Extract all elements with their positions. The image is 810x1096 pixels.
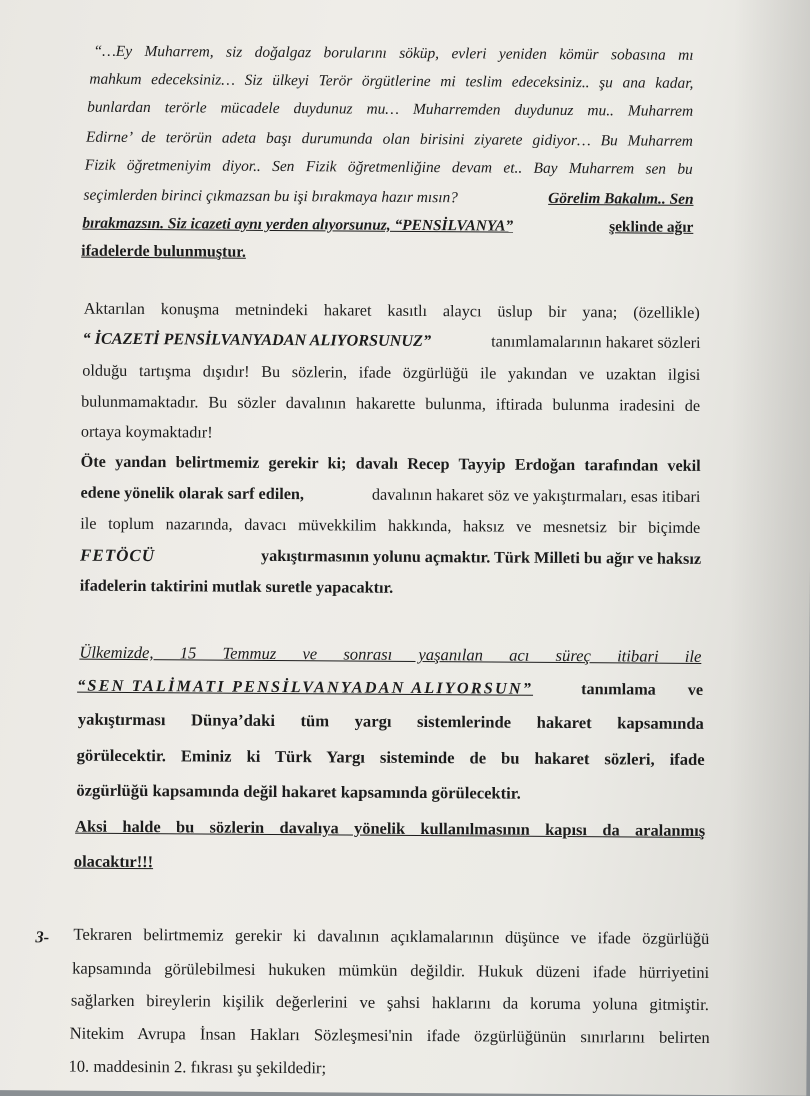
body-emphasis: “SEN TALİMATI PENSİLVANYADAN ALIYORSUN” xyxy=(77,676,534,698)
quote-line: “…Ey Muharrem, siz doğalgaz borularını söküp, evleri yeniden kömür sobasına mı xyxy=(93,42,694,64)
body-line-underlined: Ülkemizde, 15 Temmuz ve sonrası yaşanılan acı süreç itibari ile xyxy=(79,642,702,666)
body-line: Tekraren belirtmemiz gerekir ki davalının açıklamalarının düşünce ve ifade özgürlüğü xyxy=(73,924,710,949)
quote-emphasis: şeklinde ağır xyxy=(609,218,694,236)
quote-line xyxy=(84,187,694,209)
quote-emphasis: Görelim Bakalım.. Sen xyxy=(548,189,694,208)
body-line-bold: özgürlüğü kapsamında değil hakaret kapsamında görülecektir. xyxy=(76,780,521,803)
body-emphasis: tanımlama ve xyxy=(581,680,704,699)
body-line-bold: ifadelerin taktirini mutlak suretle yapacaktır. xyxy=(79,576,394,597)
quote-line: mahkum edeceksiniz… Siz ülkeyi Terör örgütlerine mi teslim edeceksiniz.. şu ana kadar, xyxy=(89,70,694,92)
quote-line: Fizik öğretmeniyim diyor.. Sen Fizik öğretmenliğine devam et.. Bay Muharrem sen bu xyxy=(84,156,693,178)
quote-emphasis: bırakmazsın. Siz icazeti aynı yerden alıyorsunuz, “PENSİLVANYA” xyxy=(82,214,514,235)
body-emphasis: yakıştırmasının yolunu açmaktır. Türk Milleti bu ağır ve haksız xyxy=(261,546,702,568)
body-line: ortaya koymaktadır! xyxy=(80,422,213,442)
body-line-bold-underlined: olacaktır!!! xyxy=(73,851,154,872)
quote-line: bunlardan terörle mücadele duydunuz mu… Muharremden duydunuz mu.. Muharrem xyxy=(87,98,694,120)
body-line: olduğu tartışma dışıdır! Bu sözlerin, ifade özgürlüğü ile yakından ve uzaktan ilgisi xyxy=(82,361,701,384)
body-line: Nitekim Avrupa İnsan Hakları Sözleşmesi'nin ifade özgürlüğünün sınırlarını belirten xyxy=(69,1023,710,1048)
body-line xyxy=(80,484,700,507)
body-line-bold: Öte yandan belirtmemiz gerekir ki; davalı Recep Tayyip Erdoğan tarafından vekil xyxy=(80,452,701,475)
body-line: 10. maddesinin 2. fıkrası şu şekildedir; xyxy=(68,1056,327,1078)
body-emphasis: FETÖCÜ xyxy=(79,545,156,566)
body-line-bold-underlined: Aksi halde bu sözlerin davalıya yönelik kullanılmasının kapısı da aralanmış xyxy=(75,816,706,840)
body-line-bold: yakıştırması Dünya’daki tüm yargı sistemlerinde hakaret kapsamında xyxy=(77,709,704,733)
body-line xyxy=(80,546,701,570)
quote-line: Edirne’ de terörün adeta başı durumunda olan birisini ziyarete gidiyor… Bu Muharrem xyxy=(85,128,694,150)
body-text: davalının hakaret söz ve yakıştırmaları, esas itibari xyxy=(371,485,701,506)
body-line: kapsamında görülebilmesi hukuken mümkün değildir. Hukuk düzeni ifade hürriyetini xyxy=(72,958,710,983)
body-text: tanımlamalarının hakaret sözleri xyxy=(491,332,701,352)
quote-line: ifadelerde bulunmuştur. xyxy=(81,242,247,261)
body-line: Aktarılan konuşma metnindeki hakaret kasıtlı alaycı üslup bir yana; (özellikle) xyxy=(83,299,700,322)
page-shadow xyxy=(726,0,810,1096)
body-emphasis: “ İCAZETİ PENSİLVANYADAN ALIYORSUNUZ” xyxy=(82,329,432,351)
quote-line xyxy=(82,215,693,237)
item-number: 3- xyxy=(35,927,50,947)
body-line-bold: görülecektir. Eminiz ki Türk Yargı sisteminde de bu hakaret sözleri, ifade xyxy=(76,745,705,769)
body-line: sağlarken bireylerin kişilik değerlerini ve şahsi haklarını da koruma yoluna gitmiştir. xyxy=(70,990,710,1015)
body-line: bulunmamaktadır. Bu sözler davalının hakarette bulunma, iftirada bulunma iradesini de xyxy=(81,392,701,415)
body-line xyxy=(77,677,703,700)
body-line: ile toplum nazarında, davacı müvekkilim hakkında, haksız ve mesnetsiz bir biçimde xyxy=(80,514,701,537)
body-emphasis: edene yönelik olarak sarf edilen, xyxy=(80,483,305,504)
quote-text: seçimlerden birinci çıkmazsan bu işi bırakmaya hazır mısın? xyxy=(83,186,458,207)
body-line xyxy=(82,330,700,353)
